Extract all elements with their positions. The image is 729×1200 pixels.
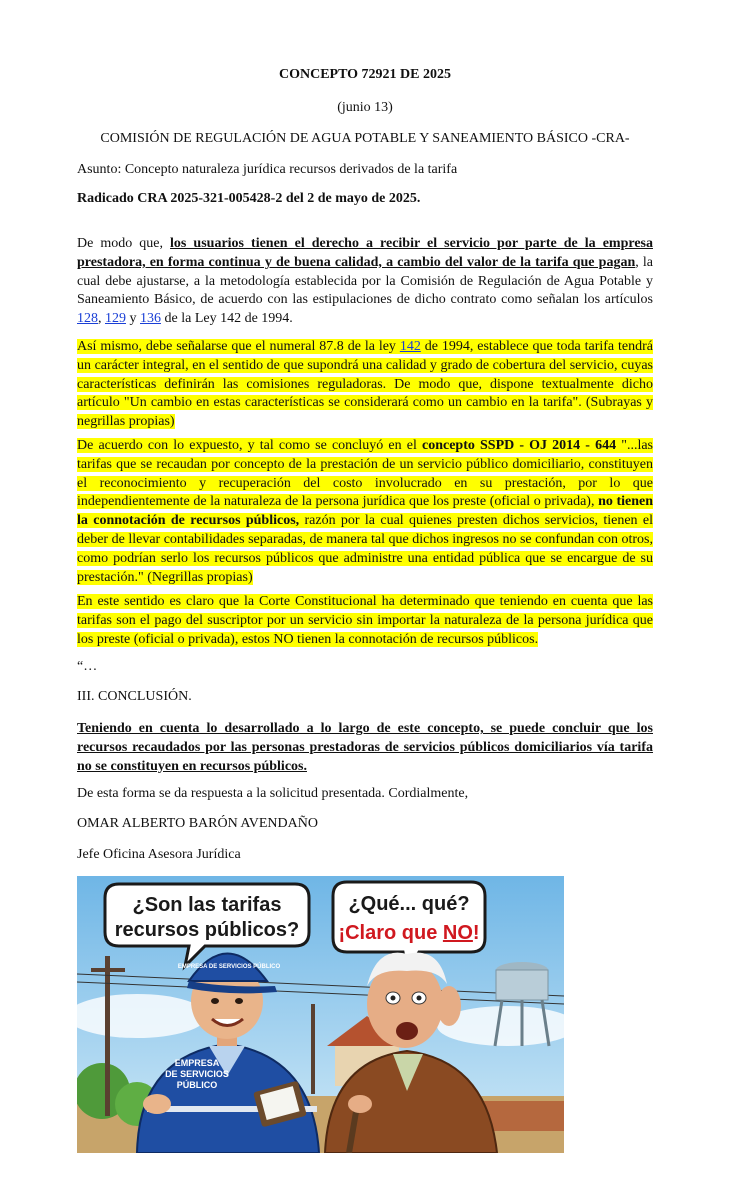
article-129-link[interactable]: 129	[105, 311, 126, 327]
article-128-link[interactable]: 128	[77, 311, 98, 327]
p1-text: De modo que,	[77, 236, 171, 251]
utility-pole	[311, 1004, 315, 1094]
paragraph-1	[77, 235, 653, 329]
p1-text-3: de la Ley 142 de 1994.	[161, 311, 293, 327]
p3-concept-ref: concepto SSPD - OJ 2014 - 644	[421, 438, 617, 453]
quote-ellipsis: “…	[77, 659, 98, 674]
p1-sep: ,	[98, 311, 105, 327]
closing-line: De esta forma se da respuesta a la solicitud presentada. Cordialmente,	[77, 786, 469, 801]
p1-emphasis: los usuarios tienen el derecho a recibir el servicio por parte de la empresa prestadora, en forma continua y de buena calidad, a cambio del valor de la tarifa que pagan	[77, 236, 653, 270]
signer-title: Jefe Oficina Asesora Jurídica	[77, 847, 241, 862]
cap-text: EMPRESA DE SERVICIOS PÚBLICO	[177, 964, 281, 970]
bubble-left-line1: ¿Son las tarifas	[132, 894, 282, 916]
bubble-left-line2: recursos públicos?	[114, 919, 300, 941]
paragraph-4	[77, 593, 653, 649]
p4-text: En este sentido es claro que la Corte Constitucional ha determinado que teniendo en cuenta que las tarifas son el pago del suscriptor por un servicio sin importar la naturaleza de la persona jurídica que los preste (oficial o privada), estos NO tienen la connotación de recursos públicos.	[77, 594, 653, 647]
document-title: CONCEPTO 72921 DE 2025	[278, 67, 452, 82]
p3-emphasis: no tienen la connotación de recursos públicos,	[77, 494, 653, 529]
document-date: (junio 13)	[337, 100, 393, 115]
jacket-text-2: DE SERVICIOS	[165, 1069, 229, 1079]
p1-text-2: , la cual debe ajustarse, a la metodología establecida por la Comisión de Regulación de Agua Potable y Saneamiento Básico, de acuerdo con las estipulaciones de dicho contrato como señalan los artículos	[77, 254, 654, 308]
p2-text-2: de 1994, establece que toda tarifa tendrá un carácter integral, en el sentido de que supondrá una calidad y grado de cobertura del servicio, cuyas características definirán las comisiones reguladoras. De modo que, dispone textualmente dicho artículo "Un cambio en estas características se considerará como un cambio en la tarifa". (Subrayas y negrillas propias)	[77, 339, 654, 430]
bubble-right-line2: ¡Claro que NO!	[338, 922, 480, 944]
p3-text-2: "...las tarifas que se recaudan por concepto de la prestación de un servicio público domiciliario, constituyen el reconocimiento y recuperación del costo involucrado en su prestación, por lo que independientemente de la naturaleza de la persona jurídica que los preste (oficial o privada),	[77, 438, 654, 510]
cartoon-illustration	[77, 876, 564, 1153]
cartoon-svg	[77, 876, 564, 1153]
law-142-link[interactable]: 142	[399, 339, 421, 354]
p3-text-3: razón por la cual quienes presten dichos servicios, tienen el deber de llevar contabilidades separadas, de manera tal que dichos ingresos no se confundan con otros, como podrían serlo los recursos públicos que administre una entidad pública que se encargue de su prestación." (Negrillas propias)	[77, 513, 653, 585]
radicado-line: Radicado CRA 2025-321-005428-2 del 2 de mayo de 2025.	[77, 191, 421, 206]
issuing-entity: COMISIÓN DE REGULACIÓN DE AGUA POTABLE Y SANEAMIENTO BÁSICO -CRA-	[100, 131, 630, 146]
cupped-hand	[437, 986, 461, 1026]
paragraph-3	[77, 437, 653, 587]
p1-sep-2: y	[126, 311, 140, 327]
bubble-right-line1: ¿Qué... qué?	[348, 893, 470, 915]
paragraph-2	[77, 338, 653, 432]
jacket-text-3: PÚBLICO	[176, 1080, 218, 1090]
section-heading: III. CONCLUSIÓN.	[77, 689, 192, 704]
p3-text: De acuerdo con lo expuesto, y tal como se concluyó en el	[77, 438, 422, 453]
jacket-text-1: EMPRESA	[174, 1058, 220, 1068]
article-136-link[interactable]: 136	[140, 311, 161, 327]
utility-pole	[105, 956, 110, 1116]
subject-line: Asunto: Concepto naturaleza jurídica recursos derivados de la tarifa	[77, 162, 458, 177]
signer-name: OMAR ALBERTO BARÓN AVENDAÑO	[77, 816, 318, 831]
p2-text: Así mismo, debe señalarse que el numeral 87.8 de la ley	[77, 339, 400, 354]
conclusion-paragraph: Teniendo en cuenta lo desarrollado a lo largo de este concepto, se puede concluir que los recursos recaudados por las personas prestadoras de servicios públicos domiciliarios vía tarifa no se constituyen en recursos públicos.	[77, 721, 653, 774]
